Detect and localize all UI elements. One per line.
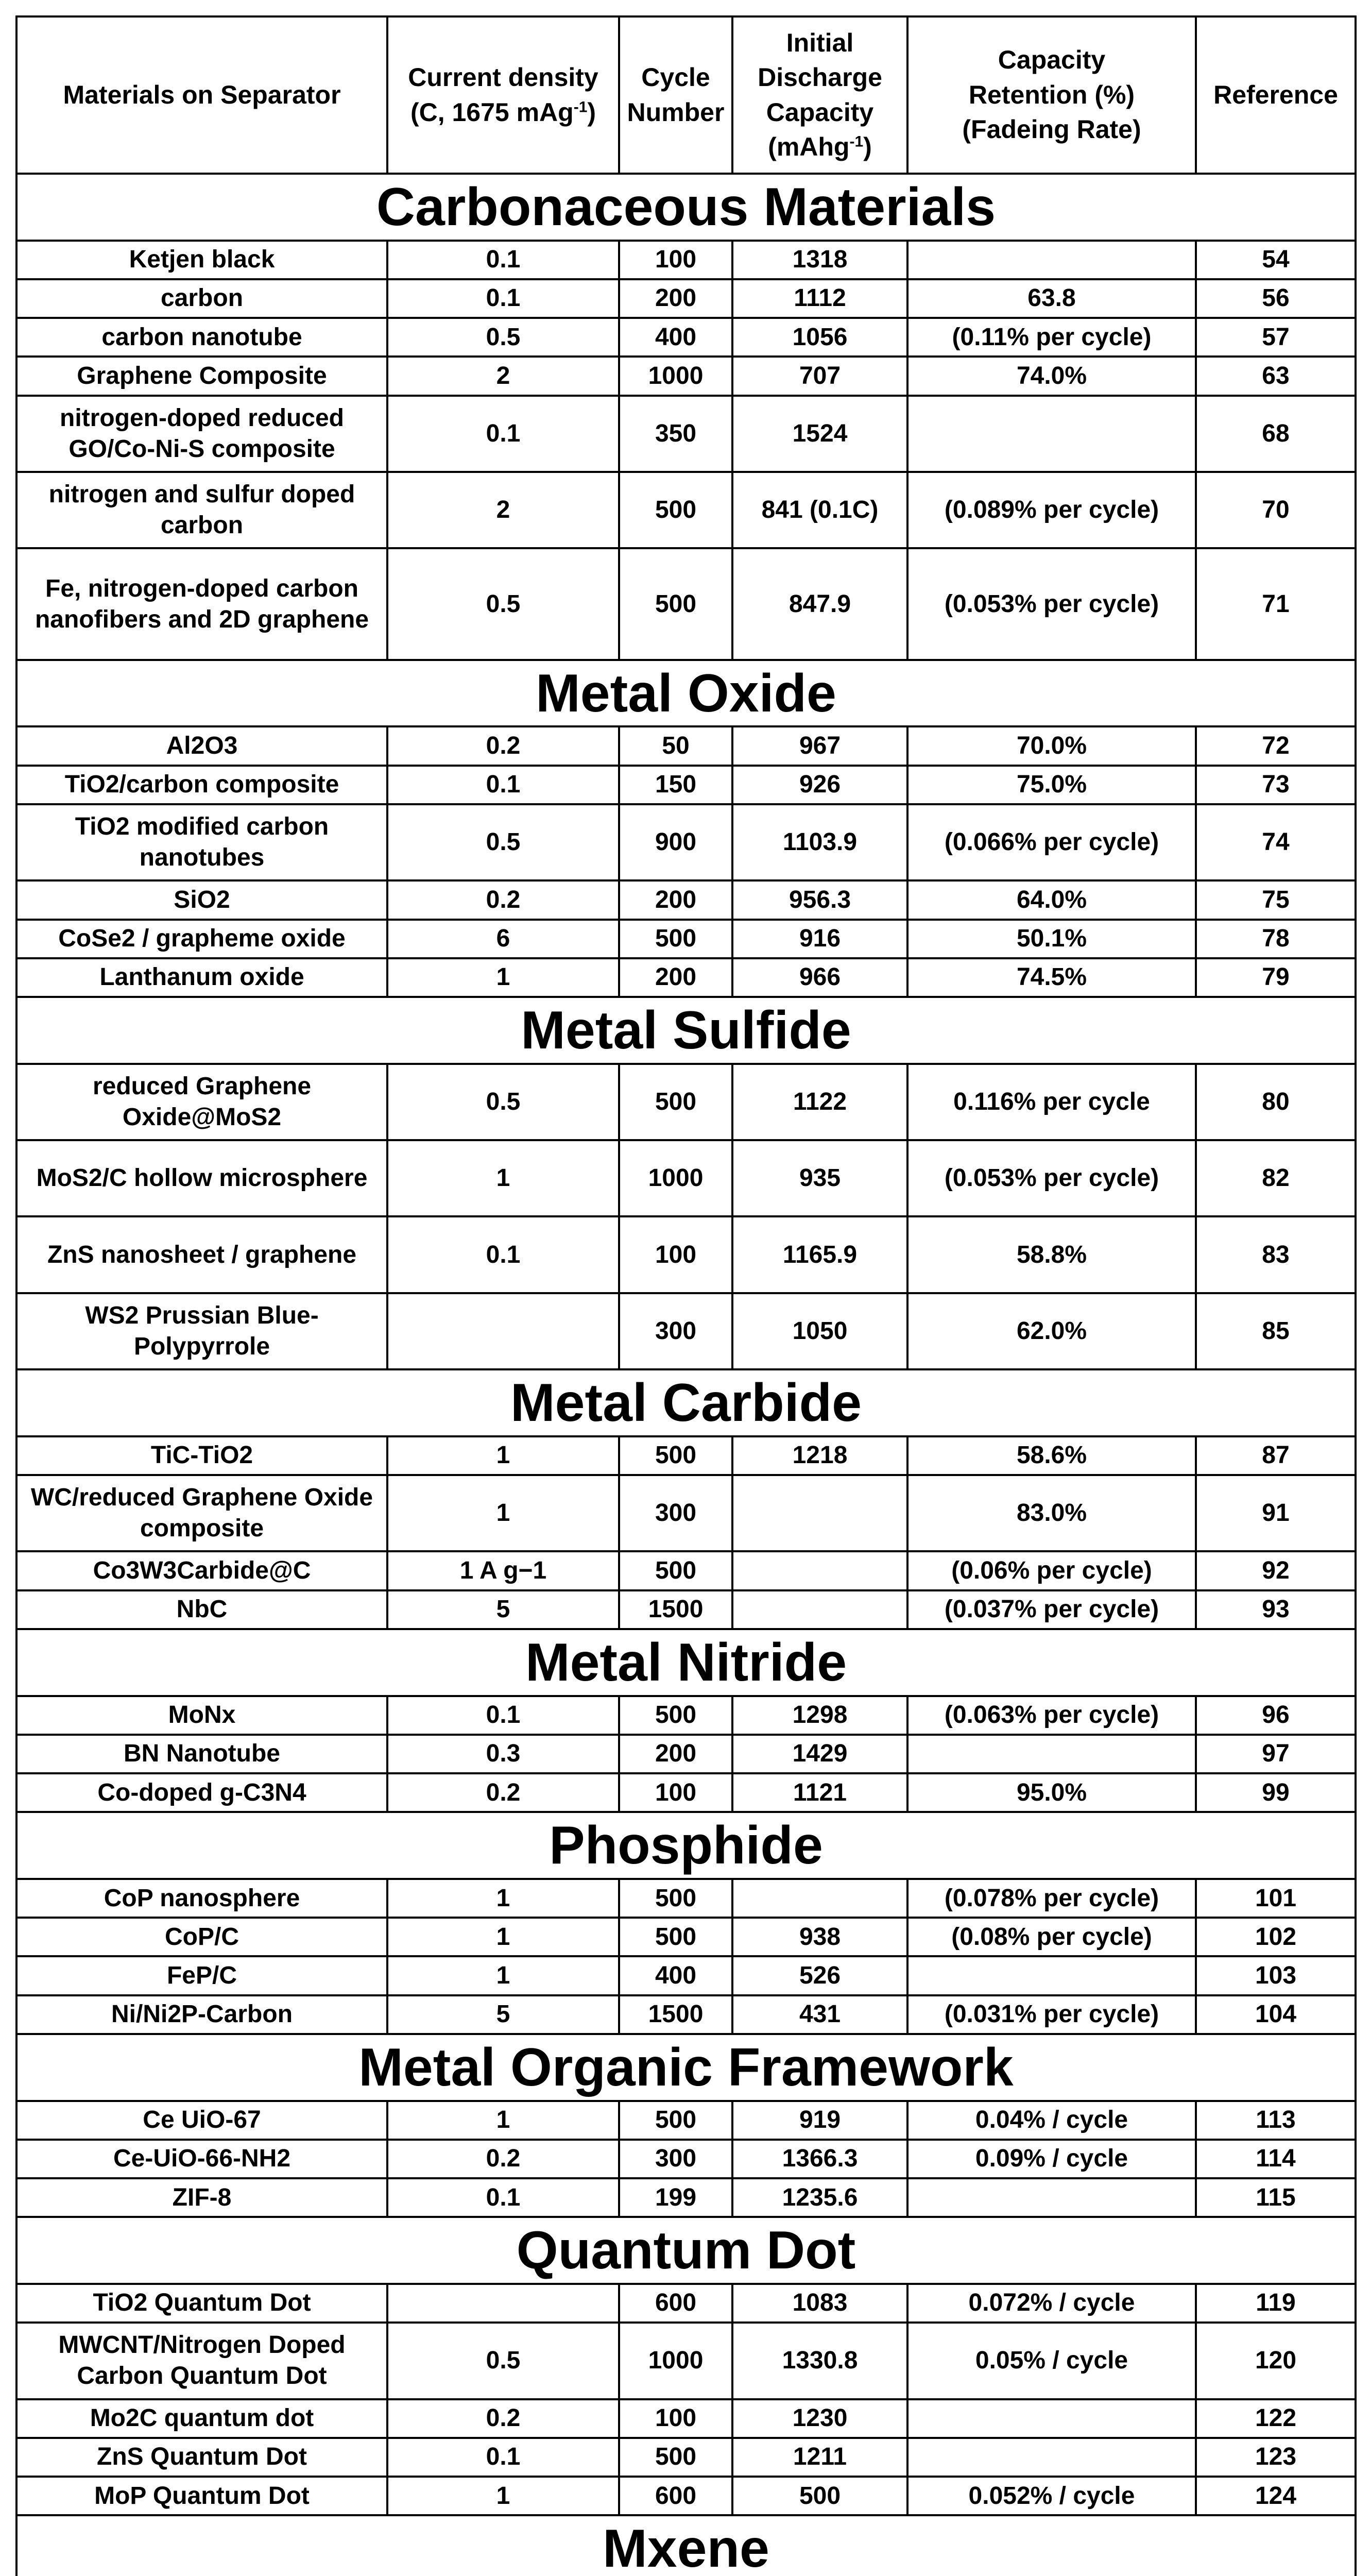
cell-cycle: 300 xyxy=(619,1293,732,1369)
cell-current: 0.1 xyxy=(387,396,619,472)
cell-reference: 74 xyxy=(1196,804,1356,880)
table-row xyxy=(16,726,1356,765)
table-row xyxy=(16,396,1356,472)
cell-capacity xyxy=(732,1590,907,1629)
section-header-row xyxy=(16,1812,1356,1879)
table-row xyxy=(16,1436,1356,1475)
table-row xyxy=(16,2284,1356,2323)
cell-material: FeP/C xyxy=(16,1956,387,1995)
cell-reference: 68 xyxy=(1196,396,1356,472)
cell-reference: 124 xyxy=(1196,2477,1356,2515)
cell-capacity: 919 xyxy=(732,2101,907,2140)
cell-retention xyxy=(907,396,1196,472)
table-row xyxy=(16,1293,1356,1369)
section-header-row xyxy=(16,2515,1356,2576)
cell-cycle: 100 xyxy=(619,241,732,279)
cell-capacity: 1318 xyxy=(732,241,907,279)
cell-cycle: 500 xyxy=(619,548,732,659)
cell-reference: 71 xyxy=(1196,548,1356,659)
cell-reference: 87 xyxy=(1196,1436,1356,1475)
table-body xyxy=(16,174,1356,2576)
section-title: Carbonaceous Materials xyxy=(16,174,1356,241)
cell-capacity: 1429 xyxy=(732,1735,907,1773)
header-reference: Reference xyxy=(1196,16,1356,174)
cell-cycle: 400 xyxy=(619,1956,732,1995)
cell-current: 6 xyxy=(387,920,619,958)
cell-current xyxy=(387,1293,619,1369)
cell-cycle: 500 xyxy=(619,472,732,548)
cell-current: 0.1 xyxy=(387,2438,619,2477)
header-materials: Materials on Separator xyxy=(16,16,387,174)
cell-capacity: 1524 xyxy=(732,396,907,472)
cell-current: 0.5 xyxy=(387,804,619,880)
cell-retention xyxy=(907,2399,1196,2438)
cell-material: Lanthanum oxide xyxy=(16,958,387,997)
table-row xyxy=(16,548,1356,659)
cell-reference: 113 xyxy=(1196,2101,1356,2140)
cell-material: carbon nanotube xyxy=(16,318,387,357)
cell-reference: 115 xyxy=(1196,2178,1356,2217)
cell-current: 0.2 xyxy=(387,726,619,765)
cell-retention: 75.0% xyxy=(907,766,1196,804)
cell-cycle: 100 xyxy=(619,2399,732,2438)
cell-retention: 0.04% / cycle xyxy=(907,2101,1196,2140)
cell-material: Ketjen black xyxy=(16,241,387,279)
cell-retention: (0.037% per cycle) xyxy=(907,1590,1196,1629)
cell-current xyxy=(387,2284,619,2323)
cell-current: 1 xyxy=(387,2477,619,2515)
table-row xyxy=(16,2178,1356,2217)
cell-capacity: 1122 xyxy=(732,1064,907,1140)
cell-capacity: 841 (0.1C) xyxy=(732,472,907,548)
cell-reference: 73 xyxy=(1196,766,1356,804)
cell-cycle: 1000 xyxy=(619,2323,732,2399)
cell-current: 1 xyxy=(387,1436,619,1475)
table-row xyxy=(16,1551,1356,1590)
cell-current: 2 xyxy=(387,472,619,548)
cell-capacity: 1218 xyxy=(732,1436,907,1475)
cell-retention: 74.0% xyxy=(907,357,1196,395)
cell-reference: 99 xyxy=(1196,1773,1356,1812)
cell-material: WS2 Prussian Blue-Polypyrrole xyxy=(16,1293,387,1369)
cell-capacity: 526 xyxy=(732,1956,907,1995)
cell-reference: 70 xyxy=(1196,472,1356,548)
cell-capacity: 926 xyxy=(732,766,907,804)
cell-reference: 82 xyxy=(1196,1140,1356,1216)
cell-current: 0.2 xyxy=(387,1773,619,1812)
cell-retention: (0.089% per cycle) xyxy=(907,472,1196,548)
cell-material: TiC-TiO2 xyxy=(16,1436,387,1475)
cell-current: 1 xyxy=(387,1475,619,1551)
section-title: Metal Sulfide xyxy=(16,997,1356,1064)
cell-cycle: 500 xyxy=(619,2101,732,2140)
table-row xyxy=(16,2140,1356,2178)
section-title: Metal Nitride xyxy=(16,1629,1356,1696)
cell-reference: 93 xyxy=(1196,1590,1356,1629)
cell-material: nitrogen and sulfur doped carbon xyxy=(16,472,387,548)
table-header xyxy=(16,16,1356,174)
table-row xyxy=(16,1879,1356,1918)
cell-material: MWCNT/Nitrogen Doped Carbon Quantum Dot xyxy=(16,2323,387,2399)
cell-reference: 96 xyxy=(1196,1696,1356,1735)
section-header-row xyxy=(16,1629,1356,1696)
cell-current: 1 xyxy=(387,1879,619,1918)
section-title: Metal Carbide xyxy=(16,1369,1356,1436)
cell-reference: 119 xyxy=(1196,2284,1356,2323)
cell-material: CoSe2 / grapheme oxide xyxy=(16,920,387,958)
cell-cycle: 500 xyxy=(619,1436,732,1475)
section-header-row xyxy=(16,174,1356,241)
cell-retention: 74.5% xyxy=(907,958,1196,997)
table-row xyxy=(16,1995,1356,2034)
cell-reference: 101 xyxy=(1196,1879,1356,1918)
section-header-row xyxy=(16,660,1356,727)
cell-current: 0.3 xyxy=(387,1735,619,1773)
cell-capacity: 1103.9 xyxy=(732,804,907,880)
cell-cycle: 200 xyxy=(619,958,732,997)
cell-capacity: 1366.3 xyxy=(732,2140,907,2178)
cell-material: Ce-UiO-66-NH2 xyxy=(16,2140,387,2178)
cell-reference: 56 xyxy=(1196,279,1356,318)
header-capacity-retention: Capacity Retention (%) (Fadeing Rate) xyxy=(907,16,1196,174)
cell-cycle: 300 xyxy=(619,2140,732,2178)
header-current-density: Current density (C, 1675 mAg$^{-1}$) xyxy=(387,16,619,174)
cell-material: Fe, nitrogen-doped carbon nanofibers and 2D graphene xyxy=(16,548,387,659)
cell-capacity: 1235.6 xyxy=(732,2178,907,2217)
table-row xyxy=(16,1956,1356,1995)
cell-material: Al2O3 xyxy=(16,726,387,765)
cell-capacity: 431 xyxy=(732,1995,907,2034)
table-row xyxy=(16,1773,1356,1812)
section-title: Mxene xyxy=(16,2515,1356,2576)
cell-cycle: 500 xyxy=(619,2438,732,2477)
cell-current: 0.1 xyxy=(387,279,619,318)
cell-current: 2 xyxy=(387,357,619,395)
cell-reference: 97 xyxy=(1196,1735,1356,1773)
cell-reference: 75 xyxy=(1196,880,1356,919)
table-row xyxy=(16,472,1356,548)
cell-reference: 78 xyxy=(1196,920,1356,958)
cell-cycle: 1000 xyxy=(619,357,732,395)
cell-material: MoS2/C hollow microsphere xyxy=(16,1140,387,1216)
cell-reference: 123 xyxy=(1196,2438,1356,2477)
cell-retention: 63.8 xyxy=(907,279,1196,318)
cell-capacity: 1056 xyxy=(732,318,907,357)
cell-material: Co-doped g-C3N4 xyxy=(16,1773,387,1812)
cell-cycle: 1500 xyxy=(619,1590,732,1629)
cell-retention: 0.116% per cycle xyxy=(907,1064,1196,1140)
cell-reference: 85 xyxy=(1196,1293,1356,1369)
cell-reference: 104 xyxy=(1196,1995,1356,2034)
cell-retention xyxy=(907,1956,1196,1995)
cell-material: ZnS Quantum Dot xyxy=(16,2438,387,2477)
cell-material: TiO2 Quantum Dot xyxy=(16,2284,387,2323)
cell-retention: 70.0% xyxy=(907,726,1196,765)
cell-retention: 50.1% xyxy=(907,920,1196,958)
table-row xyxy=(16,279,1356,318)
cell-cycle: 300 xyxy=(619,1475,732,1551)
table-row xyxy=(16,1216,1356,1293)
section-header-row xyxy=(16,997,1356,1064)
cell-retention: 58.6% xyxy=(907,1436,1196,1475)
cell-current: 0.2 xyxy=(387,2399,619,2438)
cell-reference: 80 xyxy=(1196,1064,1356,1140)
section-header-row xyxy=(16,1369,1356,1436)
cell-material: MoNx xyxy=(16,1696,387,1735)
cell-retention: 62.0% xyxy=(907,1293,1196,1369)
table-row xyxy=(16,880,1356,919)
cell-reference: 63 xyxy=(1196,357,1356,395)
table-row xyxy=(16,2101,1356,2140)
cell-retention: (0.031% per cycle) xyxy=(907,1995,1196,2034)
cell-retention: (0.053% per cycle) xyxy=(907,548,1196,659)
table-row xyxy=(16,318,1356,357)
cell-cycle: 350 xyxy=(619,396,732,472)
cell-retention: (0.11% per cycle) xyxy=(907,318,1196,357)
cell-capacity: 707 xyxy=(732,357,907,395)
cell-retention xyxy=(907,2178,1196,2217)
cell-cycle: 500 xyxy=(619,1879,732,1918)
cell-cycle: 600 xyxy=(619,2477,732,2515)
cell-cycle: 400 xyxy=(619,318,732,357)
cell-retention: (0.078% per cycle) xyxy=(907,1879,1196,1918)
cell-capacity: 1083 xyxy=(732,2284,907,2323)
cell-reference: 102 xyxy=(1196,1918,1356,1956)
cell-cycle: 100 xyxy=(619,1216,732,1293)
cell-cycle: 200 xyxy=(619,279,732,318)
cell-capacity: 1165.9 xyxy=(732,1216,907,1293)
cell-cycle: 500 xyxy=(619,1696,732,1735)
cell-cycle: 200 xyxy=(619,880,732,919)
cell-material: WC/reduced Graphene Oxide composite xyxy=(16,1475,387,1551)
cell-material: SiO2 xyxy=(16,880,387,919)
cell-retention: 0.05% / cycle xyxy=(907,2323,1196,2399)
cell-current: 1 xyxy=(387,958,619,997)
table-row xyxy=(16,1140,1356,1216)
cell-material: TiO2/carbon composite xyxy=(16,766,387,804)
cell-retention: 0.09% / cycle xyxy=(907,2140,1196,2178)
cell-current: 0.1 xyxy=(387,241,619,279)
cell-current: 1 A g−1 xyxy=(387,1551,619,1590)
section-title: Metal Oxide xyxy=(16,660,1356,727)
cell-cycle: 150 xyxy=(619,766,732,804)
cell-capacity: 1230 xyxy=(732,2399,907,2438)
cell-retention xyxy=(907,1735,1196,1773)
section-title: Metal Organic Framework xyxy=(16,2034,1356,2101)
section-header-row xyxy=(16,2217,1356,2284)
cell-current: 0.2 xyxy=(387,880,619,919)
cell-cycle: 500 xyxy=(619,1064,732,1140)
cell-current: 0.1 xyxy=(387,1696,619,1735)
table-row xyxy=(16,1735,1356,1773)
cell-capacity: 1298 xyxy=(732,1696,907,1735)
cell-current: 0.1 xyxy=(387,766,619,804)
table-row xyxy=(16,241,1356,279)
cell-capacity: 935 xyxy=(732,1140,907,1216)
cell-reference: 83 xyxy=(1196,1216,1356,1293)
cell-cycle: 500 xyxy=(619,920,732,958)
cell-material: MoP Quantum Dot xyxy=(16,2477,387,2515)
cell-cycle: 1500 xyxy=(619,1995,732,2034)
cell-material: reduced Graphene Oxide@MoS2 xyxy=(16,1064,387,1140)
cell-reference: 92 xyxy=(1196,1551,1356,1590)
cell-cycle: 500 xyxy=(619,1551,732,1590)
cell-material: CoP/C xyxy=(16,1918,387,1956)
cell-capacity: 1211 xyxy=(732,2438,907,2477)
cell-capacity xyxy=(732,1879,907,1918)
cell-reference: 91 xyxy=(1196,1475,1356,1551)
cell-material: NbC xyxy=(16,1590,387,1629)
cell-capacity: 1330.8 xyxy=(732,2323,907,2399)
cell-current: 1 xyxy=(387,1956,619,1995)
cell-material: ZnS nanosheet / graphene xyxy=(16,1216,387,1293)
cell-cycle: 100 xyxy=(619,1773,732,1812)
table-row xyxy=(16,920,1356,958)
table-row xyxy=(16,2477,1356,2515)
cell-material: CoP nanosphere xyxy=(16,1879,387,1918)
cell-reference: 57 xyxy=(1196,318,1356,357)
cell-capacity: 847.9 xyxy=(732,548,907,659)
materials-table xyxy=(15,15,1357,2576)
cell-material: Co3W3Carbide@C xyxy=(16,1551,387,1590)
table-row xyxy=(16,2399,1356,2438)
table-row xyxy=(16,2323,1356,2399)
cell-retention: 95.0% xyxy=(907,1773,1196,1812)
cell-retention: (0.053% per cycle) xyxy=(907,1140,1196,1216)
cell-current: 0.5 xyxy=(387,2323,619,2399)
cell-cycle: 199 xyxy=(619,2178,732,2217)
cell-retention: (0.08% per cycle) xyxy=(907,1918,1196,1956)
cell-reference: 114 xyxy=(1196,2140,1356,2178)
cell-capacity xyxy=(732,1475,907,1551)
cell-capacity: 1050 xyxy=(732,1293,907,1369)
table-row xyxy=(16,804,1356,880)
cell-current: 0.1 xyxy=(387,2178,619,2217)
table-container xyxy=(15,15,1355,2576)
cell-current: 0.1 xyxy=(387,1216,619,1293)
cell-reference: 79 xyxy=(1196,958,1356,997)
cell-retention: (0.066% per cycle) xyxy=(907,804,1196,880)
cell-current: 0.5 xyxy=(387,318,619,357)
cell-reference: 122 xyxy=(1196,2399,1356,2438)
header-row xyxy=(16,16,1356,174)
cell-current: 1 xyxy=(387,1918,619,1956)
cell-cycle: 900 xyxy=(619,804,732,880)
cell-capacity: 1121 xyxy=(732,1773,907,1812)
table-row xyxy=(16,1064,1356,1140)
cell-material: Ce UiO-67 xyxy=(16,2101,387,2140)
cell-capacity: 500 xyxy=(732,2477,907,2515)
cell-capacity: 967 xyxy=(732,726,907,765)
cell-current: 0.5 xyxy=(387,1064,619,1140)
cell-reference: 72 xyxy=(1196,726,1356,765)
cell-capacity: 966 xyxy=(732,958,907,997)
cell-retention xyxy=(907,241,1196,279)
cell-current: 1 xyxy=(387,2101,619,2140)
cell-reference: 54 xyxy=(1196,241,1356,279)
cell-retention: (0.063% per cycle) xyxy=(907,1696,1196,1735)
cell-capacity: 956.3 xyxy=(732,880,907,919)
cell-cycle: 200 xyxy=(619,1735,732,1773)
table-row xyxy=(16,1475,1356,1551)
cell-cycle: 600 xyxy=(619,2284,732,2323)
cell-retention: 83.0% xyxy=(907,1475,1196,1551)
cell-current: 5 xyxy=(387,1590,619,1629)
section-title: Quantum Dot xyxy=(16,2217,1356,2284)
table-row xyxy=(16,1696,1356,1735)
section-header-row xyxy=(16,2034,1356,2101)
header-initial-capacity: Initial Discharge Capacity (mAhg$^{-1}$) xyxy=(732,16,907,174)
cell-retention: 58.8% xyxy=(907,1216,1196,1293)
table-row xyxy=(16,1590,1356,1629)
cell-cycle: 50 xyxy=(619,726,732,765)
cell-current: 1 xyxy=(387,1140,619,1216)
cell-material: carbon xyxy=(16,279,387,318)
section-title: Phosphide xyxy=(16,1812,1356,1879)
cell-material: nitrogen-doped reduced GO/Co-Ni-S composite xyxy=(16,396,387,472)
cell-capacity: 1112 xyxy=(732,279,907,318)
cell-capacity: 916 xyxy=(732,920,907,958)
table-row xyxy=(16,357,1356,395)
cell-material: ZIF-8 xyxy=(16,2178,387,2217)
cell-retention: (0.06% per cycle) xyxy=(907,1551,1196,1590)
cell-retention: 64.0% xyxy=(907,880,1196,919)
cell-current: 0.2 xyxy=(387,2140,619,2178)
cell-material: Ni/Ni2P-Carbon xyxy=(16,1995,387,2034)
cell-reference: 103 xyxy=(1196,1956,1356,1995)
cell-material: BN Nanotube xyxy=(16,1735,387,1773)
cell-retention xyxy=(907,2438,1196,2477)
cell-retention: 0.072% / cycle xyxy=(907,2284,1196,2323)
header-cycle-number: Cycle Number xyxy=(619,16,732,174)
table-row xyxy=(16,766,1356,804)
cell-material: TiO2 modified carbon nanotubes xyxy=(16,804,387,880)
cell-cycle: 500 xyxy=(619,1918,732,1956)
cell-material: Graphene Composite xyxy=(16,357,387,395)
cell-current: 5 xyxy=(387,1995,619,2034)
table-row xyxy=(16,958,1356,997)
table-row xyxy=(16,2438,1356,2477)
cell-capacity: 938 xyxy=(732,1918,907,1956)
cell-material: Mo2C quantum dot xyxy=(16,2399,387,2438)
table-row xyxy=(16,1918,1356,1956)
cell-retention: 0.052% / cycle xyxy=(907,2477,1196,2515)
cell-current: 0.5 xyxy=(387,548,619,659)
cell-capacity xyxy=(732,1551,907,1590)
cell-cycle: 1000 xyxy=(619,1140,732,1216)
cell-reference: 120 xyxy=(1196,2323,1356,2399)
